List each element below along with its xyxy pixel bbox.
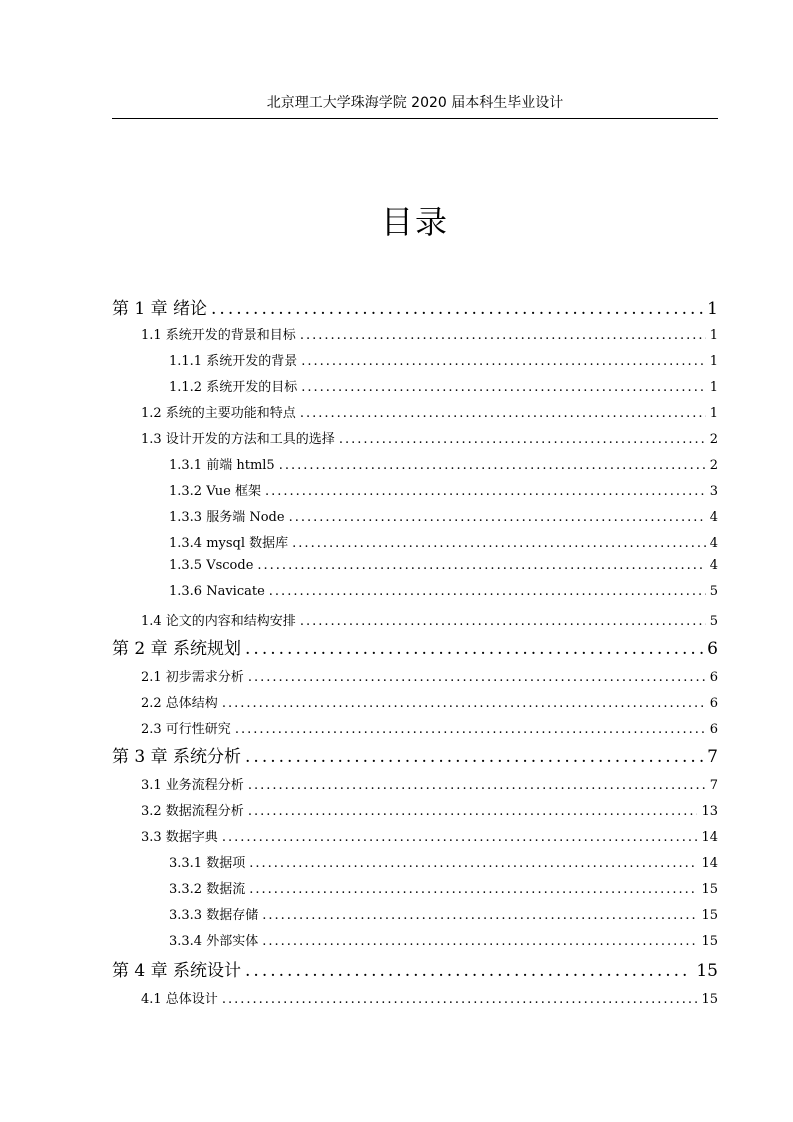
toc-entry-label: 3.3.3 数据存储 bbox=[169, 908, 259, 923]
toc-entry-page-number: 7 bbox=[707, 747, 718, 767]
toc-dot-leader bbox=[249, 882, 697, 897]
toc-entry[interactable] bbox=[112, 988, 718, 1007]
toc-dot-leader bbox=[262, 934, 697, 949]
toc-entry[interactable] bbox=[112, 692, 718, 711]
toc-entry-label: 第 2 章 系统规划 bbox=[112, 639, 242, 659]
toc-dot-leader bbox=[222, 830, 698, 845]
toc-entry-label: 1.1.2 系统开发的目标 bbox=[169, 380, 298, 395]
toc-entry-label: 1.3.3 服务端 Node bbox=[169, 510, 285, 525]
toc-entry-page-number: 4 bbox=[709, 536, 718, 551]
toc-dot-leader bbox=[279, 458, 706, 473]
toc-dot-leader bbox=[245, 747, 703, 767]
toc-title: 目录 bbox=[380, 203, 449, 241]
toc-entry[interactable] bbox=[112, 826, 718, 845]
toc-entry-label: 第 1 章 绪论 bbox=[112, 299, 208, 319]
toc-entry[interactable] bbox=[112, 350, 718, 369]
toc-entry-page-number: 6 bbox=[709, 670, 718, 685]
toc-entry-page-number: 2 bbox=[709, 432, 718, 447]
toc-entry[interactable] bbox=[112, 294, 718, 319]
toc-entry-page-number: 4 bbox=[709, 558, 718, 573]
toc-dot-leader bbox=[249, 856, 697, 871]
toc-entry-page-number: 14 bbox=[701, 856, 718, 871]
toc-entry-page-number: 6 bbox=[709, 696, 718, 711]
toc-entry[interactable] bbox=[112, 480, 718, 499]
toc-entry-page-number: 15 bbox=[701, 882, 718, 897]
toc-entry-page-number: 4 bbox=[709, 510, 718, 525]
toc-entry[interactable] bbox=[112, 878, 718, 897]
toc-entry[interactable] bbox=[112, 532, 718, 551]
toc-entry[interactable] bbox=[112, 666, 718, 685]
toc-entry-label: 第 3 章 系统分析 bbox=[112, 747, 242, 767]
toc-entry-label: 2.1 初步需求分析 bbox=[141, 670, 244, 685]
toc-entry[interactable] bbox=[112, 506, 718, 525]
toc-dot-leader bbox=[222, 992, 698, 1007]
toc-entry-page-number: 14 bbox=[701, 830, 718, 845]
toc-dot-leader bbox=[300, 328, 706, 343]
toc-entry-page-number: 15 bbox=[696, 961, 718, 981]
toc-entry[interactable] bbox=[112, 956, 718, 981]
toc-entry[interactable] bbox=[112, 718, 718, 737]
toc-dot-leader bbox=[289, 510, 706, 525]
toc-entry[interactable] bbox=[112, 402, 718, 421]
toc-dot-leader bbox=[257, 558, 705, 573]
toc-entry-page-number: 6 bbox=[707, 639, 718, 659]
toc-entry-page-number: 15 bbox=[701, 992, 718, 1007]
toc-entry-page-number: 1 bbox=[709, 354, 718, 369]
toc-dot-leader bbox=[292, 536, 706, 551]
header-rule bbox=[112, 118, 718, 119]
toc-entry[interactable] bbox=[112, 584, 718, 599]
toc-entry[interactable] bbox=[112, 930, 718, 949]
toc-entry[interactable] bbox=[112, 558, 718, 573]
toc-dot-leader bbox=[211, 299, 703, 319]
toc-entry-page-number: 7 bbox=[709, 778, 718, 793]
toc-dot-leader bbox=[269, 584, 706, 599]
toc-entry-page-number: 15 bbox=[701, 934, 718, 949]
toc-entry-label: 1.4 论文的内容和结构安排 bbox=[141, 614, 296, 629]
toc-entry-label: 3.1 业务流程分析 bbox=[141, 778, 244, 793]
toc-dot-leader bbox=[301, 354, 706, 369]
toc-entry-page-number: 13 bbox=[701, 804, 718, 819]
toc-entry-label: 1.1 系统开发的背景和目标 bbox=[141, 328, 296, 343]
toc-dot-leader bbox=[245, 639, 703, 659]
toc-entry-page-number: 1 bbox=[709, 328, 718, 343]
toc-dot-leader bbox=[301, 380, 706, 395]
toc-dot-leader bbox=[248, 778, 706, 793]
toc-entry[interactable] bbox=[112, 774, 718, 793]
toc-entry-label: 1.2 系统的主要功能和特点 bbox=[141, 406, 296, 421]
toc-entry[interactable] bbox=[112, 428, 718, 447]
toc-entry[interactable] bbox=[112, 610, 718, 629]
toc-entry-label: 1.3.4 mysql 数据库 bbox=[169, 536, 289, 551]
toc-entry-page-number: 2 bbox=[709, 458, 718, 473]
toc-entry-label: 2.3 可行性研究 bbox=[141, 722, 231, 737]
toc-entry[interactable] bbox=[112, 904, 718, 923]
toc-entry-label: 3.3.1 数据项 bbox=[169, 856, 246, 871]
toc-entry[interactable] bbox=[112, 376, 718, 395]
toc-entry-label: 1.3.6 Navicate bbox=[169, 584, 265, 599]
toc-entry-label: 1.3.5 Vscode bbox=[169, 558, 254, 573]
toc-entry[interactable] bbox=[112, 634, 718, 659]
toc-dot-leader bbox=[265, 484, 706, 499]
toc-entry-page-number: 1 bbox=[709, 406, 718, 421]
toc-entry-page-number: 5 bbox=[709, 614, 718, 629]
toc-entry-page-number: 3 bbox=[709, 484, 718, 499]
toc-dot-leader bbox=[248, 670, 706, 685]
toc-entry-label: 3.3.4 外部实体 bbox=[169, 934, 259, 949]
toc-dot-leader bbox=[339, 432, 706, 447]
toc-entry-label: 1.1.1 系统开发的背景 bbox=[169, 354, 298, 369]
toc-entry[interactable] bbox=[112, 742, 718, 767]
toc-entry[interactable] bbox=[112, 454, 718, 473]
page-header: 北京理工大学珠海学院 2020 届本科生毕业设计 bbox=[266, 95, 564, 111]
toc-entry-label: 第 4 章 系统设计 bbox=[112, 961, 242, 981]
toc-entry-label: 4.1 总体设计 bbox=[141, 992, 218, 1007]
toc-dot-leader bbox=[222, 696, 706, 711]
toc-dot-leader bbox=[245, 961, 692, 981]
toc-entry-label: 1.3 设计开发的方法和工具的选择 bbox=[141, 432, 335, 447]
toc-entry-page-number: 6 bbox=[709, 722, 718, 737]
toc-entry-page-number: 1 bbox=[707, 299, 718, 319]
toc-entry-label: 2.2 总体结构 bbox=[141, 696, 218, 711]
toc-entry-label: 3.3.2 数据流 bbox=[169, 882, 246, 897]
toc-dot-leader bbox=[235, 722, 706, 737]
toc-entry-label: 3.3 数据字典 bbox=[141, 830, 218, 845]
toc-entry-label: 1.3.2 Vue 框架 bbox=[169, 484, 261, 499]
toc-entry[interactable] bbox=[112, 852, 718, 871]
toc-entry[interactable] bbox=[112, 324, 718, 343]
toc-entry-page-number: 5 bbox=[709, 584, 718, 599]
toc-entry[interactable] bbox=[112, 800, 718, 819]
toc-dot-leader bbox=[248, 804, 698, 819]
toc-entry-page-number: 1 bbox=[709, 380, 718, 395]
toc-entry-page-number: 15 bbox=[701, 908, 718, 923]
toc-dot-leader bbox=[262, 908, 697, 923]
toc-dot-leader bbox=[300, 614, 706, 629]
toc-dot-leader bbox=[300, 406, 706, 421]
toc-entry-label: 3.2 数据流程分析 bbox=[141, 804, 244, 819]
toc-entry-label: 1.3.1 前端 html5 bbox=[169, 458, 275, 473]
